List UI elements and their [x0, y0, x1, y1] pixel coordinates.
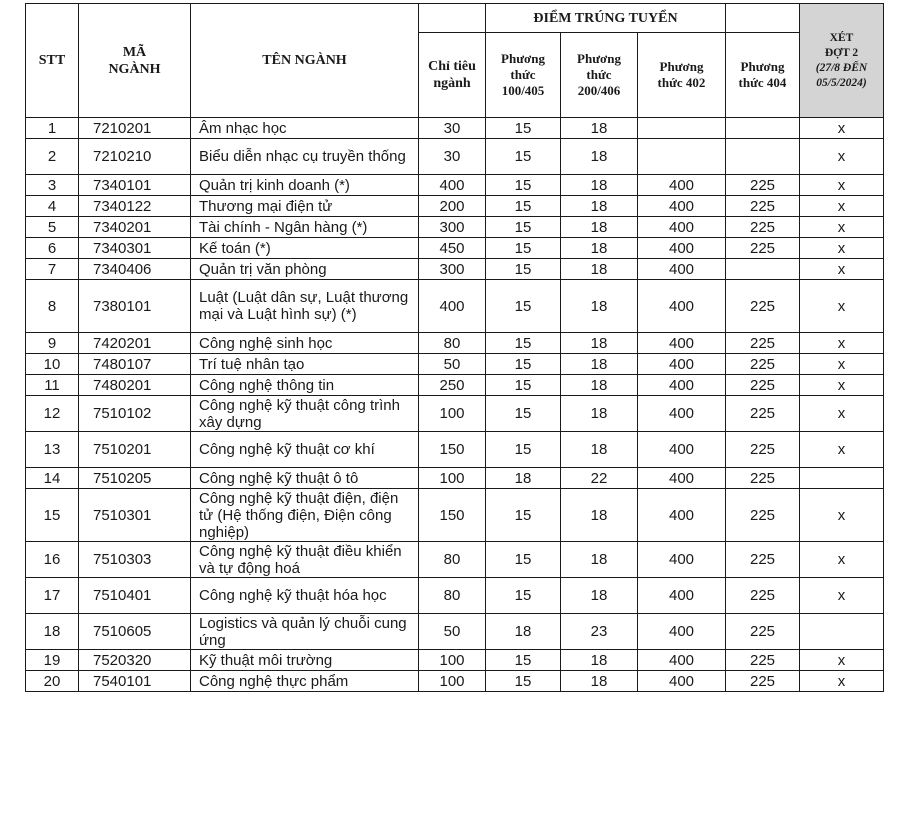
cell-pt-402: 400 — [638, 489, 726, 542]
header-pt-404-text: Phương thức 404 — [738, 59, 787, 90]
header-diem-trung-tuyen: ĐIỂM TRÚNG TUYỂN — [486, 4, 726, 33]
cell-chi-tieu: 400 — [419, 175, 486, 196]
cell-pt-100-405: 15 — [486, 118, 561, 139]
cell-pt-404 — [726, 118, 800, 139]
table-body — [26, 118, 884, 692]
cell-pt-404: 225 — [726, 280, 800, 333]
cell-ma-nganh: 7510102 — [79, 396, 191, 432]
cell-stt: 4 — [26, 196, 79, 217]
cell-ten-nganh: Biểu diễn nhạc cụ truyền thống — [191, 139, 419, 175]
table-row — [26, 671, 884, 692]
table-row — [26, 118, 884, 139]
header-ma-nganh-text: MÃ NGÀNH — [108, 44, 161, 77]
cell-chi-tieu: 50 — [419, 354, 486, 375]
cell-pt-200-406: 23 — [561, 614, 638, 650]
cell-chi-tieu: 30 — [419, 118, 486, 139]
cell-pt-100-405: 15 — [486, 333, 561, 354]
cell-pt-404: 225 — [726, 354, 800, 375]
cell-chi-tieu: 100 — [419, 671, 486, 692]
cell-xet-dot-2: x — [800, 578, 884, 614]
cell-chi-tieu: 300 — [419, 259, 486, 280]
cell-chi-tieu: 80 — [419, 333, 486, 354]
cell-chi-tieu: 50 — [419, 614, 486, 650]
header-chi-tieu — [419, 33, 486, 118]
cell-chi-tieu: 300 — [419, 217, 486, 238]
cell-stt: 9 — [26, 333, 79, 354]
header-pt-200-406-text: Phương thức 200/406 — [577, 51, 621, 98]
cell-ten-nganh: Công nghệ kỹ thuật ô tô — [191, 468, 419, 489]
cell-stt: 13 — [26, 432, 79, 468]
cell-ma-nganh: 7510201 — [79, 432, 191, 468]
cell-pt-200-406: 18 — [561, 671, 638, 692]
cell-pt-404: 225 — [726, 333, 800, 354]
cell-pt-100-405: 15 — [486, 175, 561, 196]
cell-ten-nganh: Công nghệ kỹ thuật hóa học — [191, 578, 419, 614]
cell-pt-200-406: 18 — [561, 354, 638, 375]
table-row — [26, 375, 884, 396]
cell-pt-100-405: 15 — [486, 238, 561, 259]
cell-stt: 3 — [26, 175, 79, 196]
table-row — [26, 396, 884, 432]
cell-stt: 19 — [26, 650, 79, 671]
cell-xet-dot-2: x — [800, 118, 884, 139]
cell-pt-402: 400 — [638, 280, 726, 333]
cell-ma-nganh: 7340406 — [79, 259, 191, 280]
cell-ma-nganh: 7340301 — [79, 238, 191, 259]
cell-pt-100-405: 15 — [486, 542, 561, 578]
cell-pt-200-406: 18 — [561, 118, 638, 139]
cell-pt-402: 400 — [638, 354, 726, 375]
header-ma-nganh — [79, 4, 191, 118]
cell-chi-tieu: 100 — [419, 396, 486, 432]
cell-pt-200-406: 18 — [561, 489, 638, 542]
cell-xet-dot-2: x — [800, 542, 884, 578]
cell-pt-404: 225 — [726, 614, 800, 650]
cell-ten-nganh: Luật (Luật dân sự, Luật thương mại và Luật hình sự) (*) — [191, 280, 419, 333]
header-pt-100-405 — [486, 33, 561, 118]
cell-ma-nganh: 7340101 — [79, 175, 191, 196]
cell-pt-404: 225 — [726, 217, 800, 238]
cell-ma-nganh: 7540101 — [79, 671, 191, 692]
cell-xet-dot-2: x — [800, 671, 884, 692]
table-row — [26, 542, 884, 578]
cell-pt-100-405: 15 — [486, 280, 561, 333]
cell-ten-nganh: Kỹ thuật môi trường — [191, 650, 419, 671]
cell-xet-dot-2: x — [800, 396, 884, 432]
cell-xet-dot-2: x — [800, 432, 884, 468]
cell-ma-nganh: 7340122 — [79, 196, 191, 217]
cell-pt-402: 400 — [638, 650, 726, 671]
cell-ten-nganh: Thương mại điện tử — [191, 196, 419, 217]
cell-xet-dot-2: x — [800, 354, 884, 375]
cell-ma-nganh: 7510205 — [79, 468, 191, 489]
cell-pt-404: 225 — [726, 396, 800, 432]
cell-ma-nganh: 7510303 — [79, 542, 191, 578]
header-pt-200-406 — [561, 33, 638, 118]
cell-xet-dot-2: x — [800, 139, 884, 175]
cell-pt-200-406: 18 — [561, 280, 638, 333]
cell-pt-200-406: 18 — [561, 650, 638, 671]
cell-xet-dot-2: x — [800, 175, 884, 196]
cell-pt-200-406: 18 — [561, 375, 638, 396]
cell-pt-402 — [638, 139, 726, 175]
cell-pt-404: 225 — [726, 238, 800, 259]
cell-pt-402: 400 — [638, 375, 726, 396]
cell-stt: 11 — [26, 375, 79, 396]
cell-ten-nganh: Công nghệ thực phẩm — [191, 671, 419, 692]
cell-xet-dot-2: x — [800, 259, 884, 280]
cell-pt-402: 400 — [638, 468, 726, 489]
cell-ma-nganh: 7480107 — [79, 354, 191, 375]
cell-stt: 5 — [26, 217, 79, 238]
cell-pt-404: 225 — [726, 196, 800, 217]
cell-pt-200-406: 18 — [561, 333, 638, 354]
cell-pt-200-406: 18 — [561, 259, 638, 280]
table-row — [26, 578, 884, 614]
cell-pt-200-406: 18 — [561, 196, 638, 217]
cell-chi-tieu: 450 — [419, 238, 486, 259]
cell-chi-tieu: 150 — [419, 432, 486, 468]
cell-pt-100-405: 15 — [486, 354, 561, 375]
cell-pt-402: 400 — [638, 671, 726, 692]
cell-pt-404: 225 — [726, 578, 800, 614]
cell-pt-404: 225 — [726, 489, 800, 542]
cell-pt-100-405: 18 — [486, 468, 561, 489]
cell-xet-dot-2: x — [800, 489, 884, 542]
header-chi-tieu-text: Chỉ tiêu ngành — [428, 59, 476, 91]
cell-ma-nganh: 7480201 — [79, 375, 191, 396]
table-row — [26, 259, 884, 280]
cell-ten-nganh: Công nghệ kỹ thuật cơ khí — [191, 432, 419, 468]
cell-pt-402 — [638, 118, 726, 139]
cell-ma-nganh: 7210201 — [79, 118, 191, 139]
cell-pt-100-405: 15 — [486, 578, 561, 614]
header-xet-dot-2 — [800, 4, 884, 118]
cell-chi-tieu: 100 — [419, 468, 486, 489]
header-ten-nganh: TÊN NGÀNH — [191, 4, 419, 118]
cell-pt-200-406: 18 — [561, 217, 638, 238]
cell-pt-200-406: 18 — [561, 175, 638, 196]
cell-pt-200-406: 22 — [561, 468, 638, 489]
header-blank-left — [419, 4, 486, 33]
cell-ten-nganh: Công nghệ thông tin — [191, 375, 419, 396]
cell-xet-dot-2: x — [800, 375, 884, 396]
cell-pt-402: 400 — [638, 432, 726, 468]
table-row — [26, 139, 884, 175]
cell-pt-100-405: 15 — [486, 259, 561, 280]
header-pt-404 — [726, 33, 800, 118]
table-row — [26, 280, 884, 333]
table-row — [26, 333, 884, 354]
cell-ma-nganh: 7510301 — [79, 489, 191, 542]
table-row — [26, 650, 884, 671]
cell-stt: 16 — [26, 542, 79, 578]
table-row — [26, 468, 884, 489]
cell-xet-dot-2 — [800, 614, 884, 650]
cell-xet-dot-2: x — [800, 650, 884, 671]
table-row — [26, 432, 884, 468]
cell-ten-nganh: Logistics và quản lý chuỗi cung ứng — [191, 614, 419, 650]
cell-pt-402: 400 — [638, 542, 726, 578]
admission-table-container — [25, 3, 884, 692]
cell-pt-200-406: 18 — [561, 542, 638, 578]
cell-pt-404 — [726, 259, 800, 280]
cell-pt-200-406: 18 — [561, 396, 638, 432]
cell-stt: 15 — [26, 489, 79, 542]
cell-stt: 18 — [26, 614, 79, 650]
cell-chi-tieu: 80 — [419, 578, 486, 614]
cell-pt-402: 400 — [638, 175, 726, 196]
cell-pt-404: 225 — [726, 375, 800, 396]
table-row — [26, 238, 884, 259]
cell-ma-nganh: 7210210 — [79, 139, 191, 175]
cell-pt-100-405: 15 — [486, 650, 561, 671]
cell-pt-100-405: 15 — [486, 489, 561, 542]
cell-ten-nganh: Quản trị kinh doanh (*) — [191, 175, 419, 196]
header-stt: STT — [26, 4, 79, 118]
cell-chi-tieu: 250 — [419, 375, 486, 396]
table-row — [26, 354, 884, 375]
table-row — [26, 217, 884, 238]
cell-stt: 20 — [26, 671, 79, 692]
cell-pt-100-405: 15 — [486, 139, 561, 175]
cell-pt-100-405: 15 — [486, 375, 561, 396]
cell-ma-nganh: 7420201 — [79, 333, 191, 354]
cell-pt-100-405: 15 — [486, 396, 561, 432]
cell-chi-tieu: 100 — [419, 650, 486, 671]
cell-stt: 7 — [26, 259, 79, 280]
cell-pt-404: 225 — [726, 468, 800, 489]
cell-ten-nganh: Quản trị văn phòng — [191, 259, 419, 280]
cell-xet-dot-2: x — [800, 217, 884, 238]
cell-xet-dot-2 — [800, 468, 884, 489]
cell-pt-200-406: 18 — [561, 139, 638, 175]
cell-pt-100-405: 15 — [486, 671, 561, 692]
cell-chi-tieu: 150 — [419, 489, 486, 542]
admission-scores-table — [25, 3, 884, 692]
table-row — [26, 489, 884, 542]
cell-pt-404: 225 — [726, 650, 800, 671]
cell-ten-nganh: Tài chính - Ngân hàng (*) — [191, 217, 419, 238]
cell-pt-100-405: 18 — [486, 614, 561, 650]
table-header — [26, 4, 884, 118]
cell-pt-402: 400 — [638, 578, 726, 614]
header-pt-402 — [638, 33, 726, 118]
header-pt-402-text: Phương thức 402 — [657, 59, 706, 90]
cell-pt-402: 400 — [638, 217, 726, 238]
cell-stt: 6 — [26, 238, 79, 259]
cell-xet-dot-2: x — [800, 196, 884, 217]
cell-stt: 14 — [26, 468, 79, 489]
cell-pt-404: 225 — [726, 432, 800, 468]
cell-ma-nganh: 7510401 — [79, 578, 191, 614]
header-xet-dot-2-dates: (27/8 ĐẾN 05/5/2024) — [815, 61, 868, 89]
cell-stt: 12 — [26, 396, 79, 432]
cell-stt: 10 — [26, 354, 79, 375]
cell-ten-nganh: Kế toán (*) — [191, 238, 419, 259]
header-xet-dot-2-title: XÉT ĐỢT 2 — [824, 31, 859, 59]
cell-ten-nganh: Công nghệ kỹ thuật công trình xây dựng — [191, 396, 419, 432]
cell-pt-402: 400 — [638, 259, 726, 280]
cell-ma-nganh: 7340201 — [79, 217, 191, 238]
cell-pt-404: 225 — [726, 175, 800, 196]
cell-pt-402: 400 — [638, 238, 726, 259]
cell-pt-200-406: 18 — [561, 238, 638, 259]
cell-ma-nganh: 7380101 — [79, 280, 191, 333]
cell-pt-402: 400 — [638, 396, 726, 432]
cell-pt-402: 400 — [638, 614, 726, 650]
cell-pt-402: 400 — [638, 333, 726, 354]
cell-xet-dot-2: x — [800, 333, 884, 354]
cell-stt: 2 — [26, 139, 79, 175]
cell-pt-200-406: 18 — [561, 432, 638, 468]
cell-pt-404: 225 — [726, 671, 800, 692]
cell-pt-100-405: 15 — [486, 217, 561, 238]
cell-pt-100-405: 15 — [486, 432, 561, 468]
cell-ten-nganh: Trí tuệ nhân tạo — [191, 354, 419, 375]
cell-ten-nganh: Âm nhạc học — [191, 118, 419, 139]
table-row — [26, 614, 884, 650]
table-row — [26, 196, 884, 217]
cell-chi-tieu: 30 — [419, 139, 486, 175]
table-row — [26, 175, 884, 196]
cell-chi-tieu: 200 — [419, 196, 486, 217]
cell-stt: 1 — [26, 118, 79, 139]
header-pt-100-405-text: Phương thức 100/405 — [501, 51, 545, 98]
cell-pt-100-405: 15 — [486, 196, 561, 217]
cell-chi-tieu: 400 — [419, 280, 486, 333]
cell-ma-nganh: 7510605 — [79, 614, 191, 650]
cell-stt: 8 — [26, 280, 79, 333]
cell-xet-dot-2: x — [800, 280, 884, 333]
cell-pt-402: 400 — [638, 196, 726, 217]
cell-pt-404 — [726, 139, 800, 175]
cell-xet-dot-2: x — [800, 238, 884, 259]
cell-ten-nganh: Công nghệ sinh học — [191, 333, 419, 354]
cell-pt-404: 225 — [726, 542, 800, 578]
cell-pt-200-406: 18 — [561, 578, 638, 614]
cell-stt: 17 — [26, 578, 79, 614]
header-blank-right — [726, 4, 800, 33]
cell-ten-nganh: Công nghệ kỹ thuật điều khiển và tự động hoá — [191, 542, 419, 578]
cell-chi-tieu: 80 — [419, 542, 486, 578]
cell-ten-nganh: Công nghệ kỹ thuật điện, điện tử (Hệ thống điện, Điện công nghiệp) — [191, 489, 419, 542]
cell-ma-nganh: 7520320 — [79, 650, 191, 671]
